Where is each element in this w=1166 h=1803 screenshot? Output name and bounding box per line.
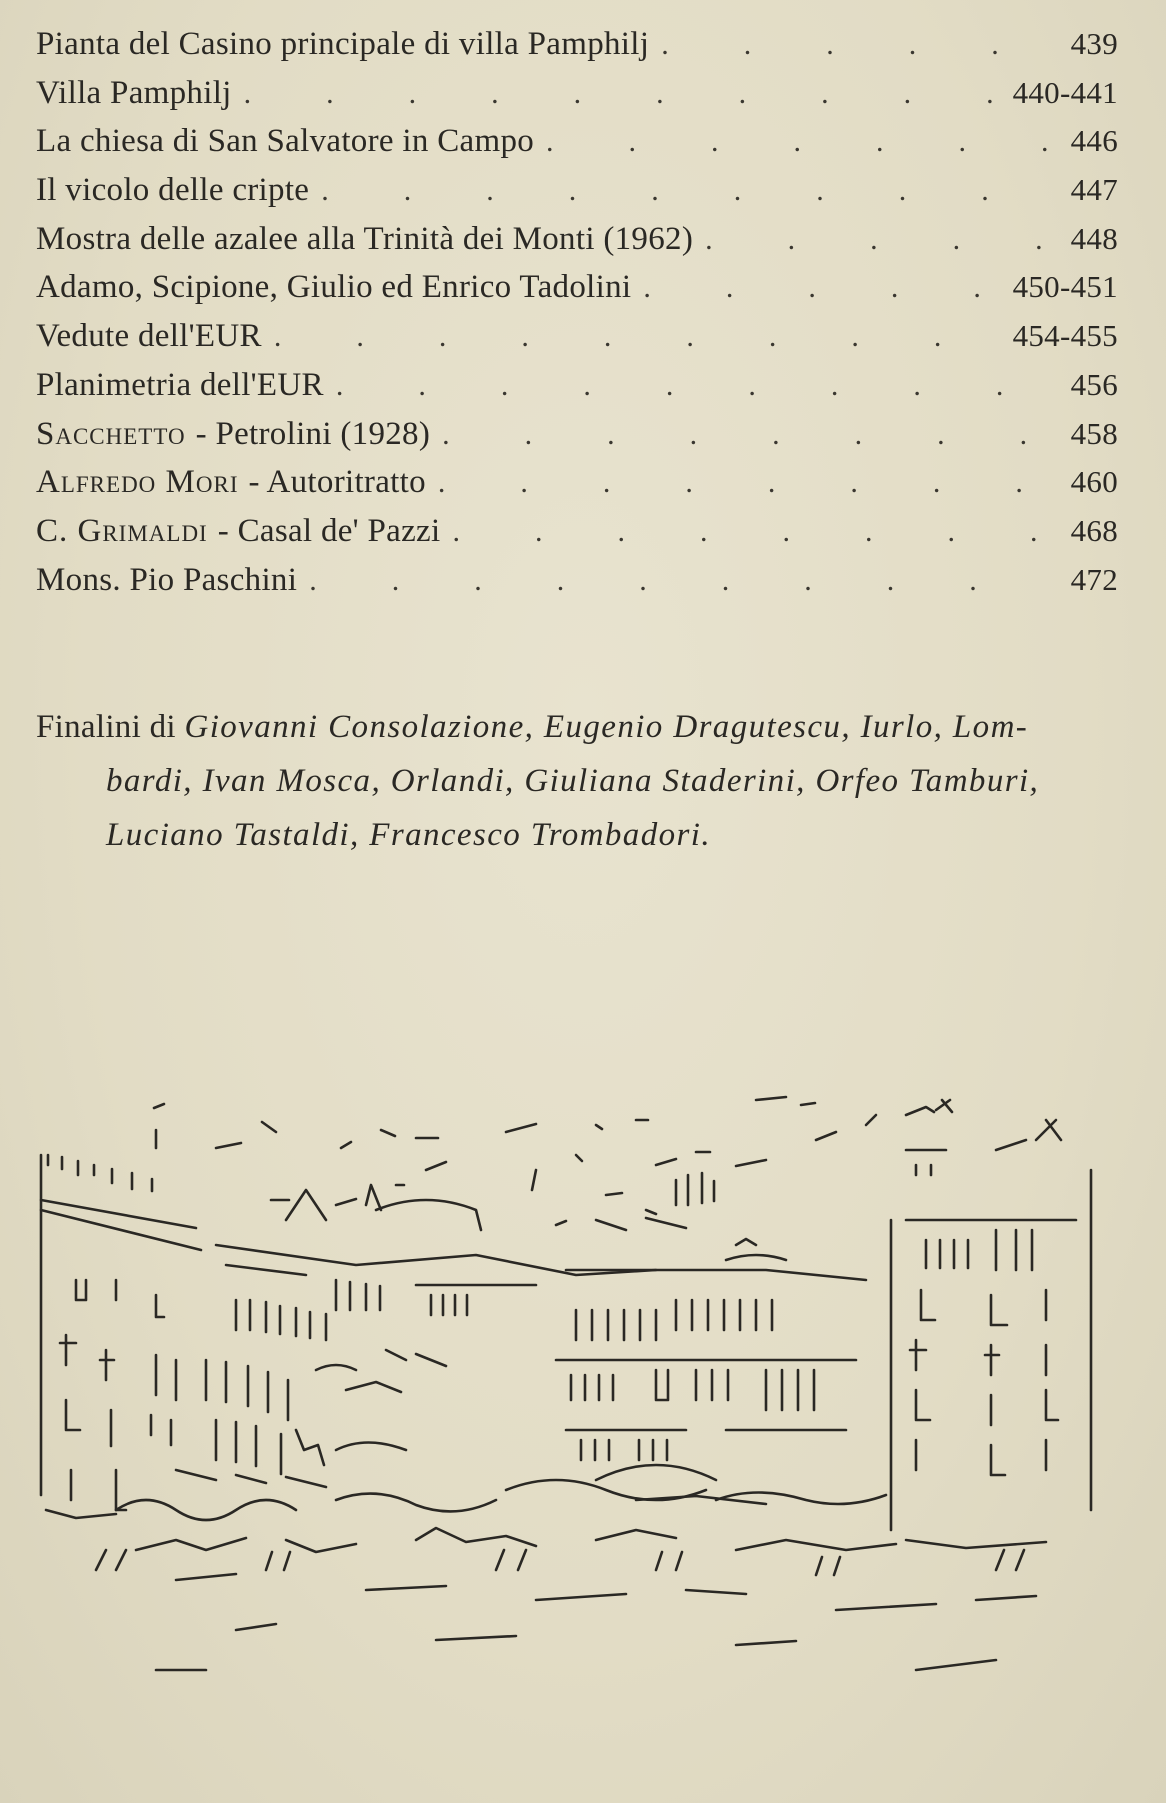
- toc-entry-author: C. Grimaldi: [36, 512, 208, 549]
- toc-entry-page-number: 456: [1070, 366, 1118, 402]
- toc-entry-leader-dots: [442, 410, 1048, 460]
- toc-entry-leader-dots: [661, 20, 1048, 70]
- toc-entry-page-number: 460: [1070, 464, 1118, 500]
- toc-entry-title: Adamo, Scipione, Giulio ed Enrico Tadolini: [36, 269, 632, 306]
- toc-entry-title: Vedute dell'EUR: [36, 318, 262, 355]
- toc-entry-leader-dots: [643, 263, 1002, 313]
- pen-sketch-townscape-illustration: [36, 1070, 1136, 1770]
- left-building: [41, 1155, 201, 1518]
- finalini-credits: [36, 700, 1126, 862]
- toc-entry-page-number: 450-451: [1012, 269, 1118, 305]
- toc-entry: [36, 20, 1118, 69]
- central-buildings: [176, 1185, 656, 1487]
- toc-entry: [36, 507, 1118, 556]
- illustrations-index: [36, 20, 1118, 604]
- toc-entry-title: Mostra delle azalee alla Trinità dei Monti (1962): [36, 220, 694, 257]
- finalini-prefix: Finalini di: [36, 709, 176, 745]
- right-building: [891, 1120, 1091, 1530]
- toc-entry-leader-dots: [321, 166, 1048, 216]
- toc-entry: [36, 410, 1118, 459]
- sky-strokes: [154, 1070, 952, 1225]
- toc-entry-title: Il vicolo delle cripte: [36, 172, 310, 209]
- toc-entry-page-number: 454-455: [1012, 318, 1118, 354]
- toc-entry-page-number: 447: [1070, 172, 1118, 208]
- toc-entry-leader-dots: [452, 507, 1048, 557]
- toc-entry: [36, 312, 1118, 361]
- toc-entry-title: La chiesa di San Salvatore in Campo: [36, 123, 535, 160]
- toc-entry-title: Pianta del Casino principale di villa Pamphilj: [36, 26, 650, 62]
- toc-entry: [36, 361, 1118, 410]
- toc-entry-page-number: 448: [1070, 220, 1118, 256]
- toc-entry-leader-dots: [546, 117, 1048, 167]
- townscape-sketch-icon: [36, 1070, 1136, 1770]
- toc-entry-leader-dots: [336, 361, 1048, 411]
- toc-entry: [36, 458, 1118, 507]
- toc-entry-title: - Casal de' Pazzi: [217, 512, 441, 549]
- toc-entry-author: Sacchetto: [36, 415, 186, 452]
- toc-entry: [36, 215, 1118, 264]
- finalini-continuation: [36, 754, 1126, 862]
- toc-entry-page-number: 468: [1070, 512, 1118, 548]
- toc-entry-page-number: 446: [1070, 123, 1118, 159]
- toc-entry-page-number: 440-441: [1012, 74, 1118, 110]
- right-center-buildings: [556, 1173, 866, 1504]
- toc-entry-leader-dots: [309, 556, 1048, 606]
- toc-entry: [36, 117, 1118, 166]
- toc-entry: [36, 166, 1118, 215]
- toc-entry: [36, 263, 1118, 312]
- toc-entry-leader-dots: [274, 312, 1003, 362]
- toc-entry-leader-dots: [705, 215, 1048, 265]
- toc-entry: [36, 556, 1118, 605]
- toc-entry-page-number: 439: [1070, 26, 1118, 61]
- toc-entry-leader-dots: [438, 458, 1048, 508]
- toc-entry-title: Mons. Pio Paschini: [36, 561, 298, 598]
- toc-entry-page-number: 472: [1070, 561, 1118, 597]
- toc-entry: [36, 69, 1118, 118]
- toc-entry-title: Planimetria dell'EUR: [36, 366, 324, 403]
- street-crowd: [96, 1480, 1046, 1670]
- finalini-names-line-2: bardi, Ivan Mosca, Orlandi, Giuliana Staderini, Orfeo Tamburi,: [106, 763, 1040, 799]
- toc-entry-title: - Petrolini (1928): [195, 415, 431, 452]
- toc-entry-leader-dots: [244, 69, 1003, 119]
- finalini-names-line-3: Luciano Tastaldi, Francesco Trombadori.: [106, 817, 711, 853]
- toc-entry-author: Alfredo Mori: [36, 464, 239, 501]
- finalini-names-line-1: Giovanni Consolazione, Eugenio Dragutescu, Iurlo, Lom-: [184, 709, 1029, 745]
- toc-entry-title: Villa Pamphilj: [36, 74, 232, 111]
- toc-entry-title: - Autoritratto: [248, 464, 426, 501]
- toc-entry-page-number: 458: [1070, 415, 1118, 451]
